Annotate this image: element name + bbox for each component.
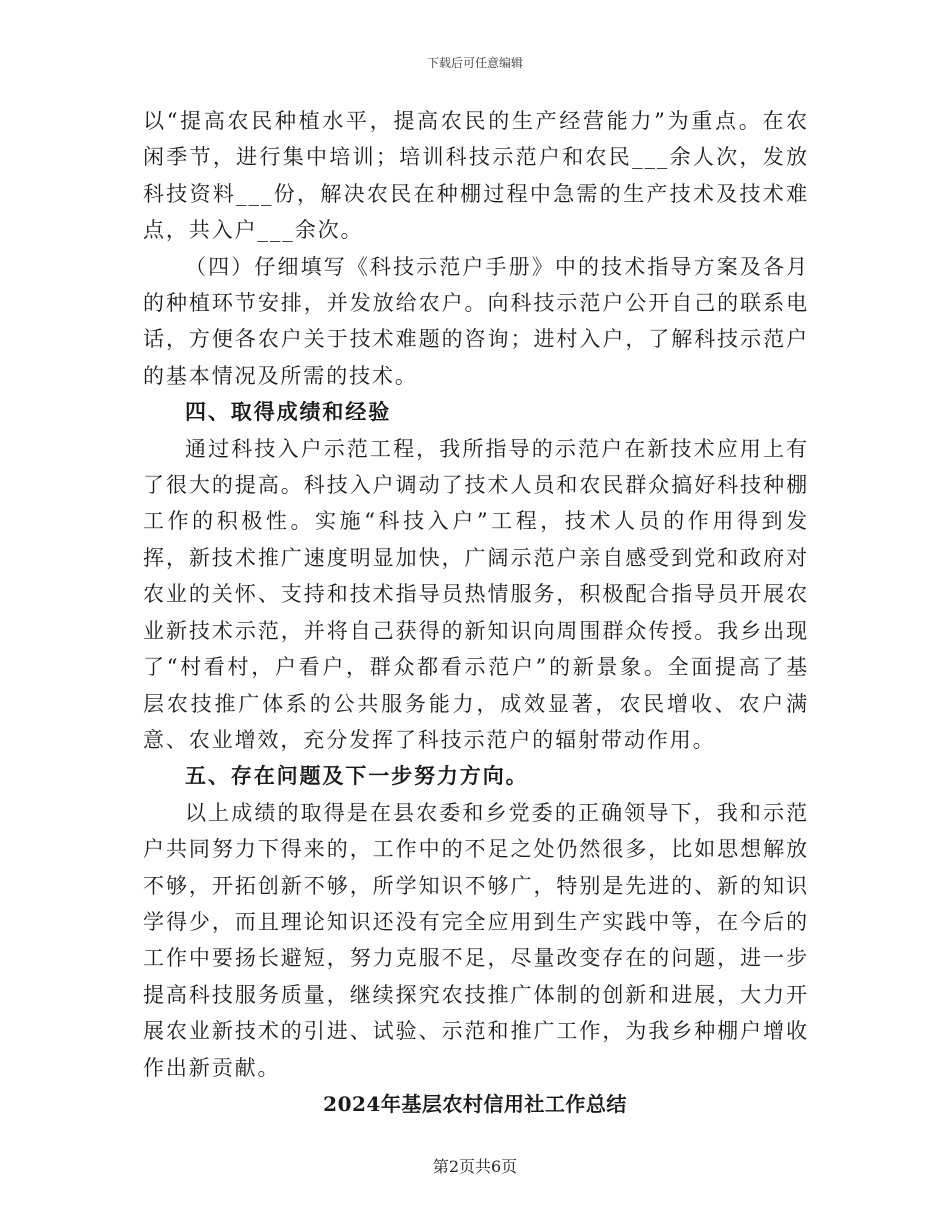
paragraph-problems: 以上成绩的取得是在县农委和乡党委的正确领导下，我和示范户共同努力下得来的，工作中的不足之处仍然很多，比如思想解放不够，开拓创新不够，所学知识不够广，特别是先进的、新的知识学得少，而且理论知识还没有完全应用到生产实践中等，在今后的工作中要扬长避短，努力克服不足，尽量改变存在的问题，进一步提高科技服务质量，继续探究农技推广体制的创新和进展，大力开展农业新技术的引进、试验、示范和推广工作，为我乡种棚户增收作出新贡献。 [143,800,809,1080]
paragraph-training: 以“提高农民种植水平，提高农民的生产经营能力”为重点。在农闲季节，进行集中培训；培训科技示范户和农民___余人次，发放科技资料___份，解决农民在种棚过程中急需的生产技术及技术难点，共入户___余次。 [143,109,809,243]
document-body [143,103,809,1086]
paragraph-achievements: 通过科技入户示范工程，我所指导的示范户在新技术应用上有了很大的提高。科技入户调动了技术人员和农民群众搞好科技种棚工作的积极性。实施“科技入户”工程，技术人员的作用得到发挥，新技术推广速度明显加快，广阔示范户亲自感受到党和政府对农业的关怀、支持和技术指导员热情服务，积极配合指导员开展农业新技术示范，并将自己获得的新知识向周围群众传授。我乡出现了“村看村，户看户，群众都看示范户”的新景象。全面提高了基层农技推广体系的公共服务能力，成效显著，农民增收、农户满意、农业增效，充分发挥了科技示范户的辐射带动作用。 [143,436,809,752]
header-note: 下载后可任意编辑 [426,56,523,70]
next-document-title: 2024年基层农村信用社工作总结 [323,1092,627,1116]
paragraph-handbook: （四）仔细填写《科技示范户手册》中的技术指导方案及各月的种植环节安排，并发放给农户。向科技示范户公开自己的联系电话，方便各农户关于技术难题的咨询；进村入户，了解科技示范户的基本情况及所需的技术。 [143,254,809,388]
section-heading-problems: 五、存在问题及下一步努力方向。 [185,763,529,789]
section-heading-achievements: 四、取得成绩和经验 [185,399,392,425]
page-footer: 第2页共6页 [432,1157,518,1176]
